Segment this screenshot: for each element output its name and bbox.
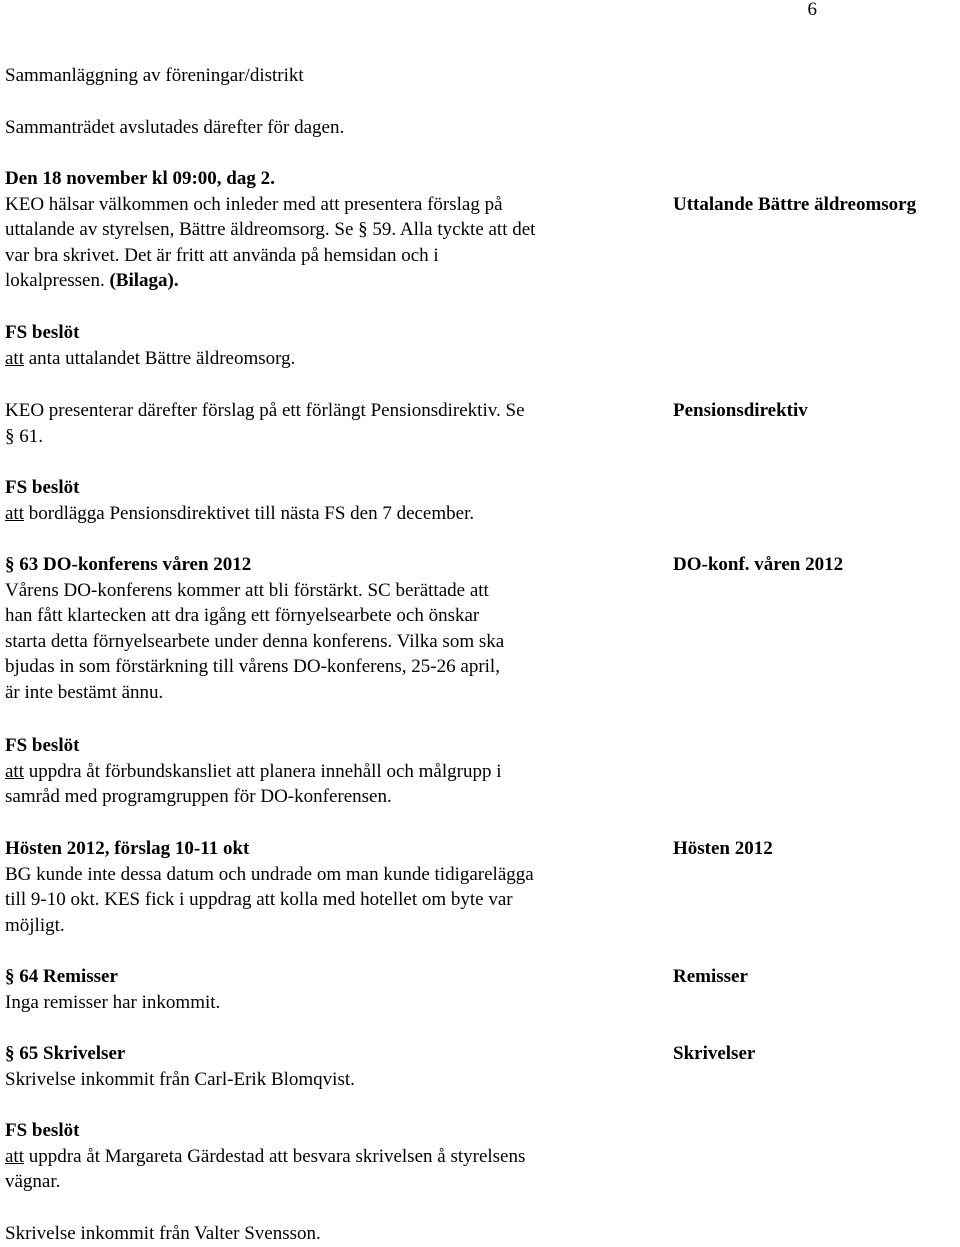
margin-note-pension: Pensionsdirektiv [673,400,808,421]
margin-note-skrivelser: Skrivelser [673,1043,756,1064]
attachment-note: (Bilaga). [109,270,179,291]
section-heading: Hösten 2012, förslag 10-11 okt [5,838,250,859]
margin-note-statement: Uttalande Bättre äldreomsorg [673,194,917,215]
text-line: samråd med programgruppen för DO-konferensen. [5,786,392,807]
att-keyword: att [5,347,24,369]
margin-note-autumn: Hösten 2012 [673,838,773,859]
margin-note-remisser: Remisser [673,966,748,987]
page-number: 6 [807,0,817,20]
day-heading: Den 18 november kl 09:00, dag 2. [5,168,275,189]
section-64 [5,964,645,1015]
text-line: Vårens DO-konferens kommer att bli förstärkt. SC berättade att [5,579,489,601]
decision-text: uppdra åt förbundskansliet att planera innehåll och målgrupp i [24,760,502,782]
text-line: möjligt. [5,914,65,936]
text-line: uttalande av styrelsen, Bättre äldreomsorg. Se § 59. Alla tyckte att det [5,219,536,240]
decision-title: FS beslöt [5,322,80,343]
att-keyword: att [5,760,24,782]
text-line: Skrivelse inkommit från Carl-Erik Blomqvist. [5,1068,355,1090]
section-heading: § 65 Skrivelser [5,1043,126,1064]
section-note: Sammanläggning av föreningar/distrikt [5,65,304,86]
decision-block-2 [5,475,645,526]
decision-block-1 [5,320,645,371]
att-keyword: att [5,1145,24,1167]
decision-block-3 [5,733,645,810]
text-line: han fått klartecken att dra igång ett förnyelsearbete och önskar [5,605,480,626]
text-line: är inte bestämt ännu. [5,681,164,703]
paragraph-day2 [5,166,645,294]
decision-title: FS beslöt [5,735,80,756]
text-line: KEO hälsar välkommen och inleder med att presentera förslag på [5,193,503,215]
text-line: starta detta förnyelsearbete under denna konferens. Vilka som ska [5,630,505,652]
decision-text: uppdra åt Margareta Gärdestad att besvara skrivelsen å styrelsens [24,1145,526,1167]
text-line: bjudas in som förstärkning till vårens DO-konferens, 25-26 april, [5,656,500,677]
margin-note-do-conf: DO-konf. våren 2012 [673,554,844,575]
text-line: § 61. [5,425,43,447]
decision-title: FS beslöt [5,1120,80,1141]
decision-text: anta uttalandet Bättre äldreomsorg. [24,347,296,369]
section-heading: § 64 Remisser [5,966,118,987]
paragraph-adjourned: Sammanträdet avslutades därefter för dagen. [5,117,345,138]
text-line: BG kunde inte dessa datum och undrade om man kunde tidigarelägga [5,863,534,885]
text-line: Inga remisser har inkommit. [5,991,221,1013]
paragraph-last: Skrivelse inkommit från Valter Svensson. [5,1223,321,1244]
text-line: vägnar. [5,1171,61,1192]
att-keyword: att [5,502,24,524]
decision-title: FS beslöt [5,477,80,498]
text-line: till 9-10 okt. KES fick i uppdrag att kolla med hotellet om byte var [5,889,513,910]
text-line: lokalpressen. [5,270,110,291]
text-line: var bra skrivet. Det är fritt att använda på hemsidan och i [5,244,439,266]
decision-block-4 [5,1118,645,1195]
section-autumn-2012 [5,836,645,938]
section-65 [5,1041,645,1092]
section-heading: § 63 DO-konferens våren 2012 [5,554,252,575]
decision-text: bordlägga Pensionsdirektivet till nästa FS den 7 december. [24,502,475,524]
text-line: KEO presenterar därefter förslag på ett förlängt Pensionsdirektiv. Se [5,400,525,421]
paragraph-pension [5,398,645,449]
section-63 [5,552,645,705]
